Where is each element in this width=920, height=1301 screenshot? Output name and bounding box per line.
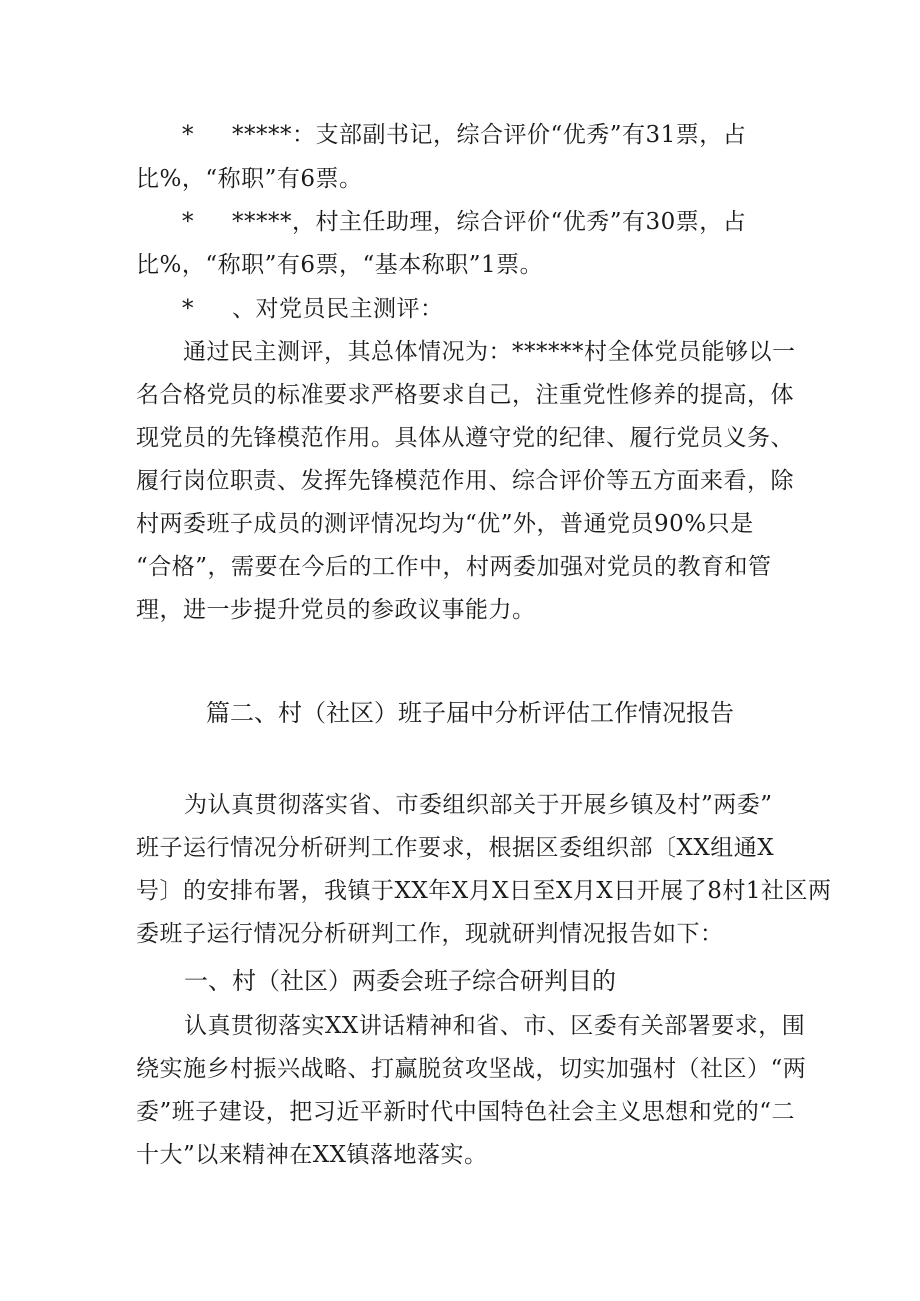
paragraph-line: 比%，“称职”有6票，“基本称职”1票。 bbox=[136, 252, 544, 278]
section-title: 篇二、村（社区）班子届中分析评估工作情况报告 bbox=[206, 699, 734, 727]
paragraph-line: *****：支部副书记，综合评价“优秀”有31票，占 bbox=[232, 122, 747, 148]
bullet-marker: * bbox=[182, 296, 194, 322]
paragraph-line: 履行岗位职责、发挥先锋模范作用、综合评价等五方面来看，除 bbox=[136, 468, 794, 494]
paragraph-line: 班子运行情况分析研判工作要求，根据区委组织部〔XX组通X bbox=[136, 835, 775, 861]
paragraph-line: 名合格党员的标准要求严格要求自己，注重党性修养的提高，体 bbox=[136, 382, 794, 408]
paragraph-line: 委”班子建设，把习近平新时代中国特色社会主义思想和党的“二 bbox=[136, 1099, 796, 1125]
paragraph-line: *****，村主任助理，综合评价“优秀”有30票，占 bbox=[232, 209, 747, 235]
paragraph-line: 委班子运行情况分析研判工作，现就研判情况报告如下： bbox=[136, 921, 724, 947]
paragraph-line: 通过民主测评，其总体情况为：******村全体党员能够以一 bbox=[183, 339, 796, 365]
paragraph-line: 村两委班子成员的测评情况均为“优”外，普通党员90%只是 bbox=[136, 511, 754, 537]
paragraph-line: “合格”，需要在今后的工作中，村两委加强对党员的教育和管 bbox=[136, 554, 772, 580]
paragraph-line: 为认真贯彻落实省、市委组织部关于开展乡镇及村”两委” bbox=[184, 792, 773, 818]
paragraph-line: 、对党员民主测评： bbox=[232, 296, 444, 322]
paragraph-line: 号〕的安排布署，我镇于XX年X月X日至X月X日开展了8村1社区两 bbox=[136, 878, 832, 904]
paragraph-line: 理，进一步提升党员的参政议事能力。 bbox=[136, 597, 536, 623]
paragraph-line: 现党员的先锋模范作用。具体从遵守党的纪律、履行党员义务、 bbox=[136, 425, 794, 451]
paragraph-line: 十大”以来精神在XX镇落地落实。 bbox=[136, 1142, 488, 1168]
bullet-marker: * bbox=[182, 122, 194, 148]
paragraph-line: 比%，“称职”有6票。 bbox=[136, 166, 363, 192]
bullet-marker: * bbox=[182, 209, 194, 235]
subheading: 一、村（社区）两委会班子综合研判目的 bbox=[184, 967, 616, 995]
paragraph-line: 认真贯彻落实XX讲话精神和省、市、区委有关部署要求，围 bbox=[184, 1013, 806, 1039]
paragraph-line: 绕实施乡村振兴战略、打赢脱贫攻坚战，切实加强村（社区）“两 bbox=[136, 1056, 807, 1082]
